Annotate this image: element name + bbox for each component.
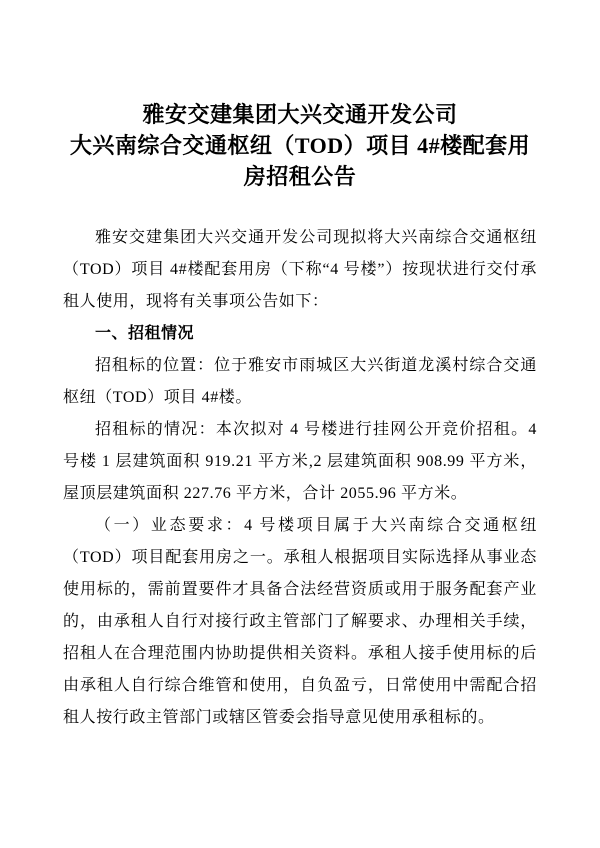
- document-title: [63, 99, 537, 192]
- title-line-project: 大兴南综合交通枢纽（TOD）项目 4#楼配套用房招租公告: [69, 133, 531, 189]
- intro-paragraph: 雅安交建集团大兴交通开发公司现拟将大兴南综合交通枢纽（TOD）项目 4#楼配套用房（下称“4 号楼”）按现状进行交付承租人使用，现将有关事项公告如下：: [63, 229, 537, 310]
- business-requirements-paragraph: （一）业态要求：4 号楼项目属于大兴南综合交通枢纽（TOD）项目配套用房之一。承租人根据项目实际选择从事业态使用标的，需前置要件才具备合法经营资质或用于服务配套产业的，由承租人自行对接行政主管部门了解要求、办理相关手续，招租人在合理范围内协助提供相关资料。承租人接手使用标的后由承租人自行综合维管和使用，自负盈亏，日常使用中需配合招租人按行政主管部门或辖区管委会指导意见使用承租标的。: [63, 517, 537, 726]
- title-line-company: 雅安交建集团大兴交通开发公司: [142, 102, 458, 127]
- rental-location-paragraph: 招租标的位置：位于雅安市雨城区大兴街道龙溪村综合交通枢纽（TOD）项目 4#楼。: [63, 357, 537, 406]
- section1-heading: 一、招租情况: [95, 325, 195, 342]
- rental-condition-paragraph: 招租标的情况：本次拟对 4 号楼进行挂网公开竞价招租。4 号楼 1 层建筑面积 919.21 平方米,2 层建筑面积 908.99 平方米，屋顶层建筑面积 227.76 平方米，合计 2055.96 平方米。: [63, 421, 537, 502]
